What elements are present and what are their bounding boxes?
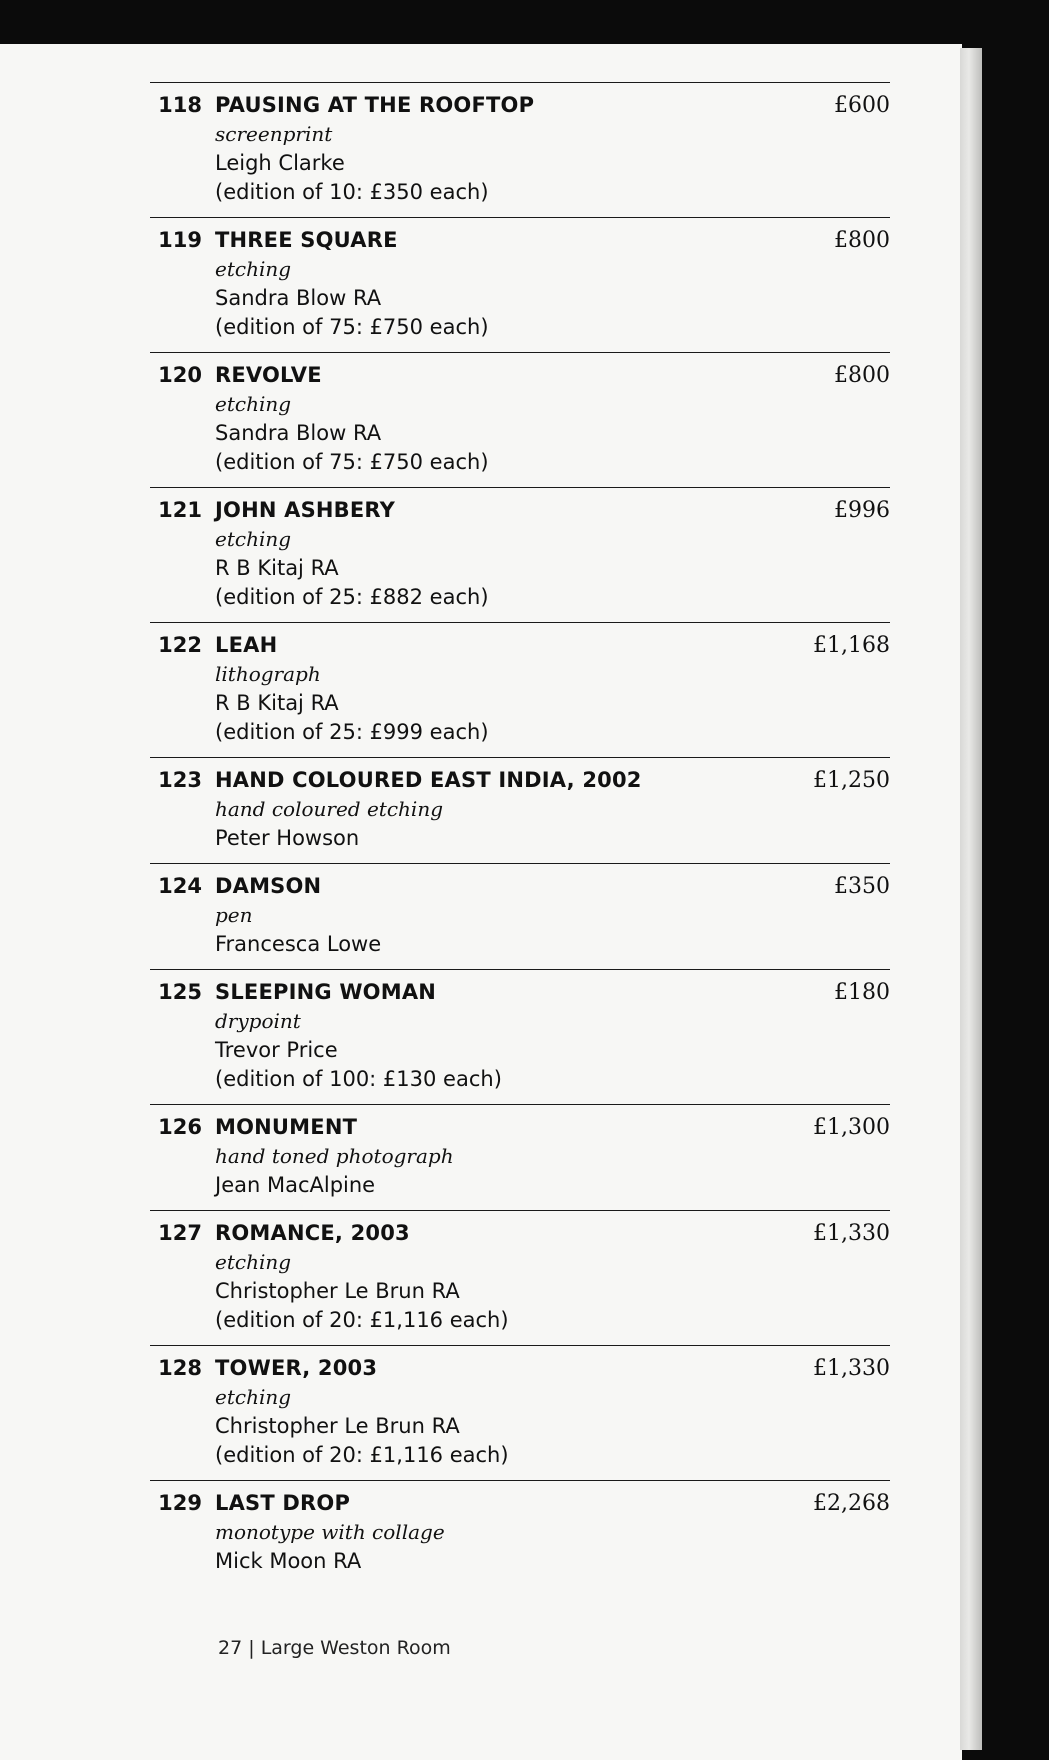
entry-title: ROMANCE, 2003 <box>215 1221 410 1245</box>
entry-number: 120 <box>158 363 202 387</box>
entry-edition: (edition of 20: £1,116 each) <box>215 1443 509 1467</box>
page-footer <box>218 1637 451 1659</box>
catalogue-entry <box>150 1345 890 1480</box>
catalogue-entry <box>150 622 890 757</box>
entry-number: 121 <box>158 498 202 522</box>
entry-medium: pen <box>215 903 253 927</box>
entry-medium: etching <box>215 527 292 551</box>
entry-medium: etching <box>215 392 292 416</box>
catalogue-entry <box>150 757 890 863</box>
entry-artist: Christopher Le Brun RA <box>215 1414 460 1438</box>
entry-medium: hand toned photograph <box>215 1144 454 1168</box>
catalogue-entry <box>150 863 890 969</box>
entry-price: £350 <box>834 874 890 899</box>
entry-title: THREE SQUARE <box>215 228 398 252</box>
entry-number: 128 <box>158 1356 202 1380</box>
entry-number: 123 <box>158 768 202 792</box>
catalogue-entry <box>150 1210 890 1345</box>
entry-edition: (edition of 75: £750 each) <box>215 450 489 474</box>
entry-title: LEAH <box>215 633 278 657</box>
catalogue-list <box>150 82 890 1586</box>
entry-title: REVOLVE <box>215 363 322 387</box>
entry-title: SLEEPING WOMAN <box>215 980 437 1004</box>
entry-artist: Jean MacAlpine <box>215 1173 376 1197</box>
entry-artist: Sandra Blow RA <box>215 286 382 310</box>
entry-edition: (edition of 25: £999 each) <box>215 720 489 744</box>
entry-medium: hand coloured etching <box>215 797 443 821</box>
entry-medium: lithograph <box>215 662 321 686</box>
entry-edition: (edition of 20: £1,116 each) <box>215 1308 509 1332</box>
catalogue-entry <box>150 217 890 352</box>
page-edge <box>960 48 982 1750</box>
entry-edition: (edition of 75: £750 each) <box>215 315 489 339</box>
entry-number: 122 <box>158 633 202 657</box>
entry-medium: etching <box>215 1385 292 1409</box>
catalogue-entry <box>150 82 890 217</box>
footer-separator: | <box>248 1637 255 1659</box>
entry-title: TOWER, 2003 <box>215 1356 378 1380</box>
entry-number: 125 <box>158 980 202 1004</box>
entry-medium: etching <box>215 257 292 281</box>
entry-artist: Christopher Le Brun RA <box>215 1279 460 1303</box>
entry-price: £180 <box>834 980 890 1005</box>
entry-number: 127 <box>158 1221 202 1245</box>
entry-price: £800 <box>834 363 890 388</box>
entry-price: £996 <box>834 498 890 523</box>
entry-price: £1,300 <box>813 1115 890 1140</box>
entry-edition: (edition of 25: £882 each) <box>215 585 489 609</box>
entry-title: DAMSON <box>215 874 322 898</box>
entry-artist: Sandra Blow RA <box>215 421 382 445</box>
entry-medium: screenprint <box>215 122 333 146</box>
book-spine <box>982 0 1049 1760</box>
catalogue-entry <box>150 487 890 622</box>
catalogue-entry <box>150 969 890 1104</box>
entry-price: £1,168 <box>813 633 890 658</box>
entry-title: JOHN ASHBERY <box>215 498 396 522</box>
room-name: Large Weston Room <box>260 1637 451 1659</box>
entry-artist: Francesca Lowe <box>215 932 382 956</box>
entry-price: £1,250 <box>813 768 890 793</box>
entry-artist: R B Kitaj RA <box>215 556 339 580</box>
entry-artist: Mick Moon RA <box>215 1549 362 1573</box>
entry-price: £800 <box>834 228 890 253</box>
entry-artist: Trevor Price <box>215 1038 338 1062</box>
entry-price: £1,330 <box>813 1221 890 1246</box>
entry-artist: Peter Howson <box>215 826 360 850</box>
entry-price: £1,330 <box>813 1356 890 1381</box>
entry-number: 118 <box>158 93 202 117</box>
entry-number: 119 <box>158 228 202 252</box>
page-number: 27 <box>218 1637 243 1659</box>
entry-price: £600 <box>834 93 890 118</box>
entry-medium: etching <box>215 1250 292 1274</box>
catalogue-entry <box>150 1104 890 1210</box>
entry-number: 129 <box>158 1491 202 1515</box>
entry-title: PAUSING AT THE ROOFTOP <box>215 93 535 117</box>
entry-artist: R B Kitaj RA <box>215 691 339 715</box>
entry-title: MONUMENT <box>215 1115 358 1139</box>
entry-edition: (edition of 100: £130 each) <box>215 1067 502 1091</box>
entry-medium: monotype with collage <box>215 1520 445 1544</box>
catalogue-entry <box>150 352 890 487</box>
catalogue-entry <box>150 1480 890 1586</box>
entry-number: 126 <box>158 1115 202 1139</box>
entry-medium: drypoint <box>215 1009 301 1033</box>
entry-number: 124 <box>158 874 202 898</box>
entry-price: £2,268 <box>813 1491 890 1516</box>
entry-edition: (edition of 10: £350 each) <box>215 180 489 204</box>
entry-title: HAND COLOURED EAST INDIA, 2002 <box>215 768 642 792</box>
entry-title: LAST DROP <box>215 1491 351 1515</box>
entry-artist: Leigh Clarke <box>215 151 345 175</box>
